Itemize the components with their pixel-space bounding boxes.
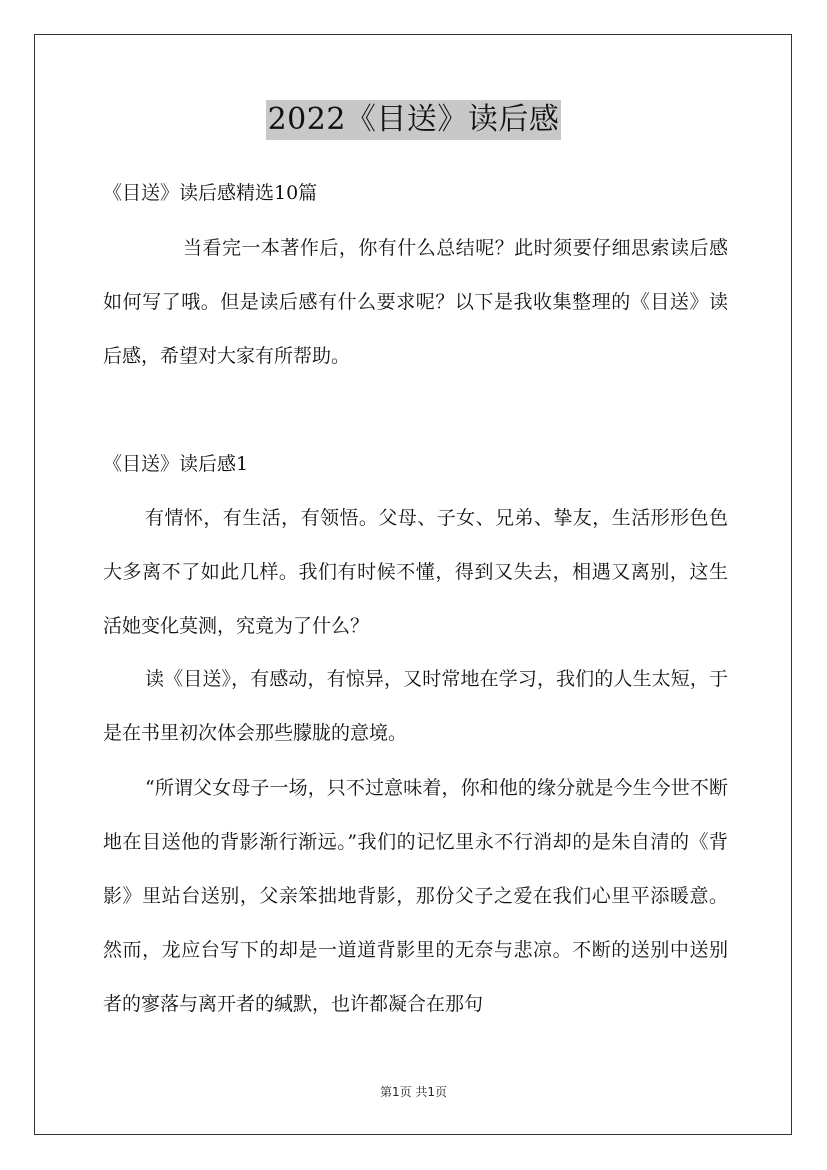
page-footer: 第1页 共1页: [379, 1085, 448, 1099]
document-title: 2022《目送》读后感: [266, 100, 562, 140]
body-paragraph-3: “所谓父女母子一场，只不过意味着，你和他的缘分就是今生今世不断地在目送他的背影渐行渐远。”我们的记忆里永不行消却的是朱自清的《背影》里站台送别，父亲笨拙地背影，那份父子之爱在我们心里平添暖意。然而，龙应台写下的却是一道道背影里的无奈与悲凉。不断的送别中送别者的寥落与离开者的缄默，也许都凝合在那句: [103, 777, 728, 1015]
intro-paragraph: 当看完一本著作后，你有什么总结呢？此时须要仔细思索读后感如何写了哦。但是读后感有什么要求呢？以下是我收集整理的《目送》读后感，希望对大家有所帮助。: [103, 237, 728, 367]
section-heading: 《目送》读后感1: [103, 453, 249, 475]
document-subtitle: 《目送》读后感精选10篇: [103, 182, 318, 204]
body-paragraph-1: 有情怀，有生活，有领悟。父母、子女、兄弟、挚友，生活形形色色大多离不了如此几样。我们有时候不懂，得到又失去，相遇又离别，这生活她变化莫测，究竟为了什么？: [103, 507, 728, 637]
body-paragraph-2: 读《目送》，有感动，有惊异，又时常地在学习，我们的人生太短，于是在书里初次体会那些朦胧的意境。: [103, 668, 728, 744]
title-container: [0, 100, 827, 140]
